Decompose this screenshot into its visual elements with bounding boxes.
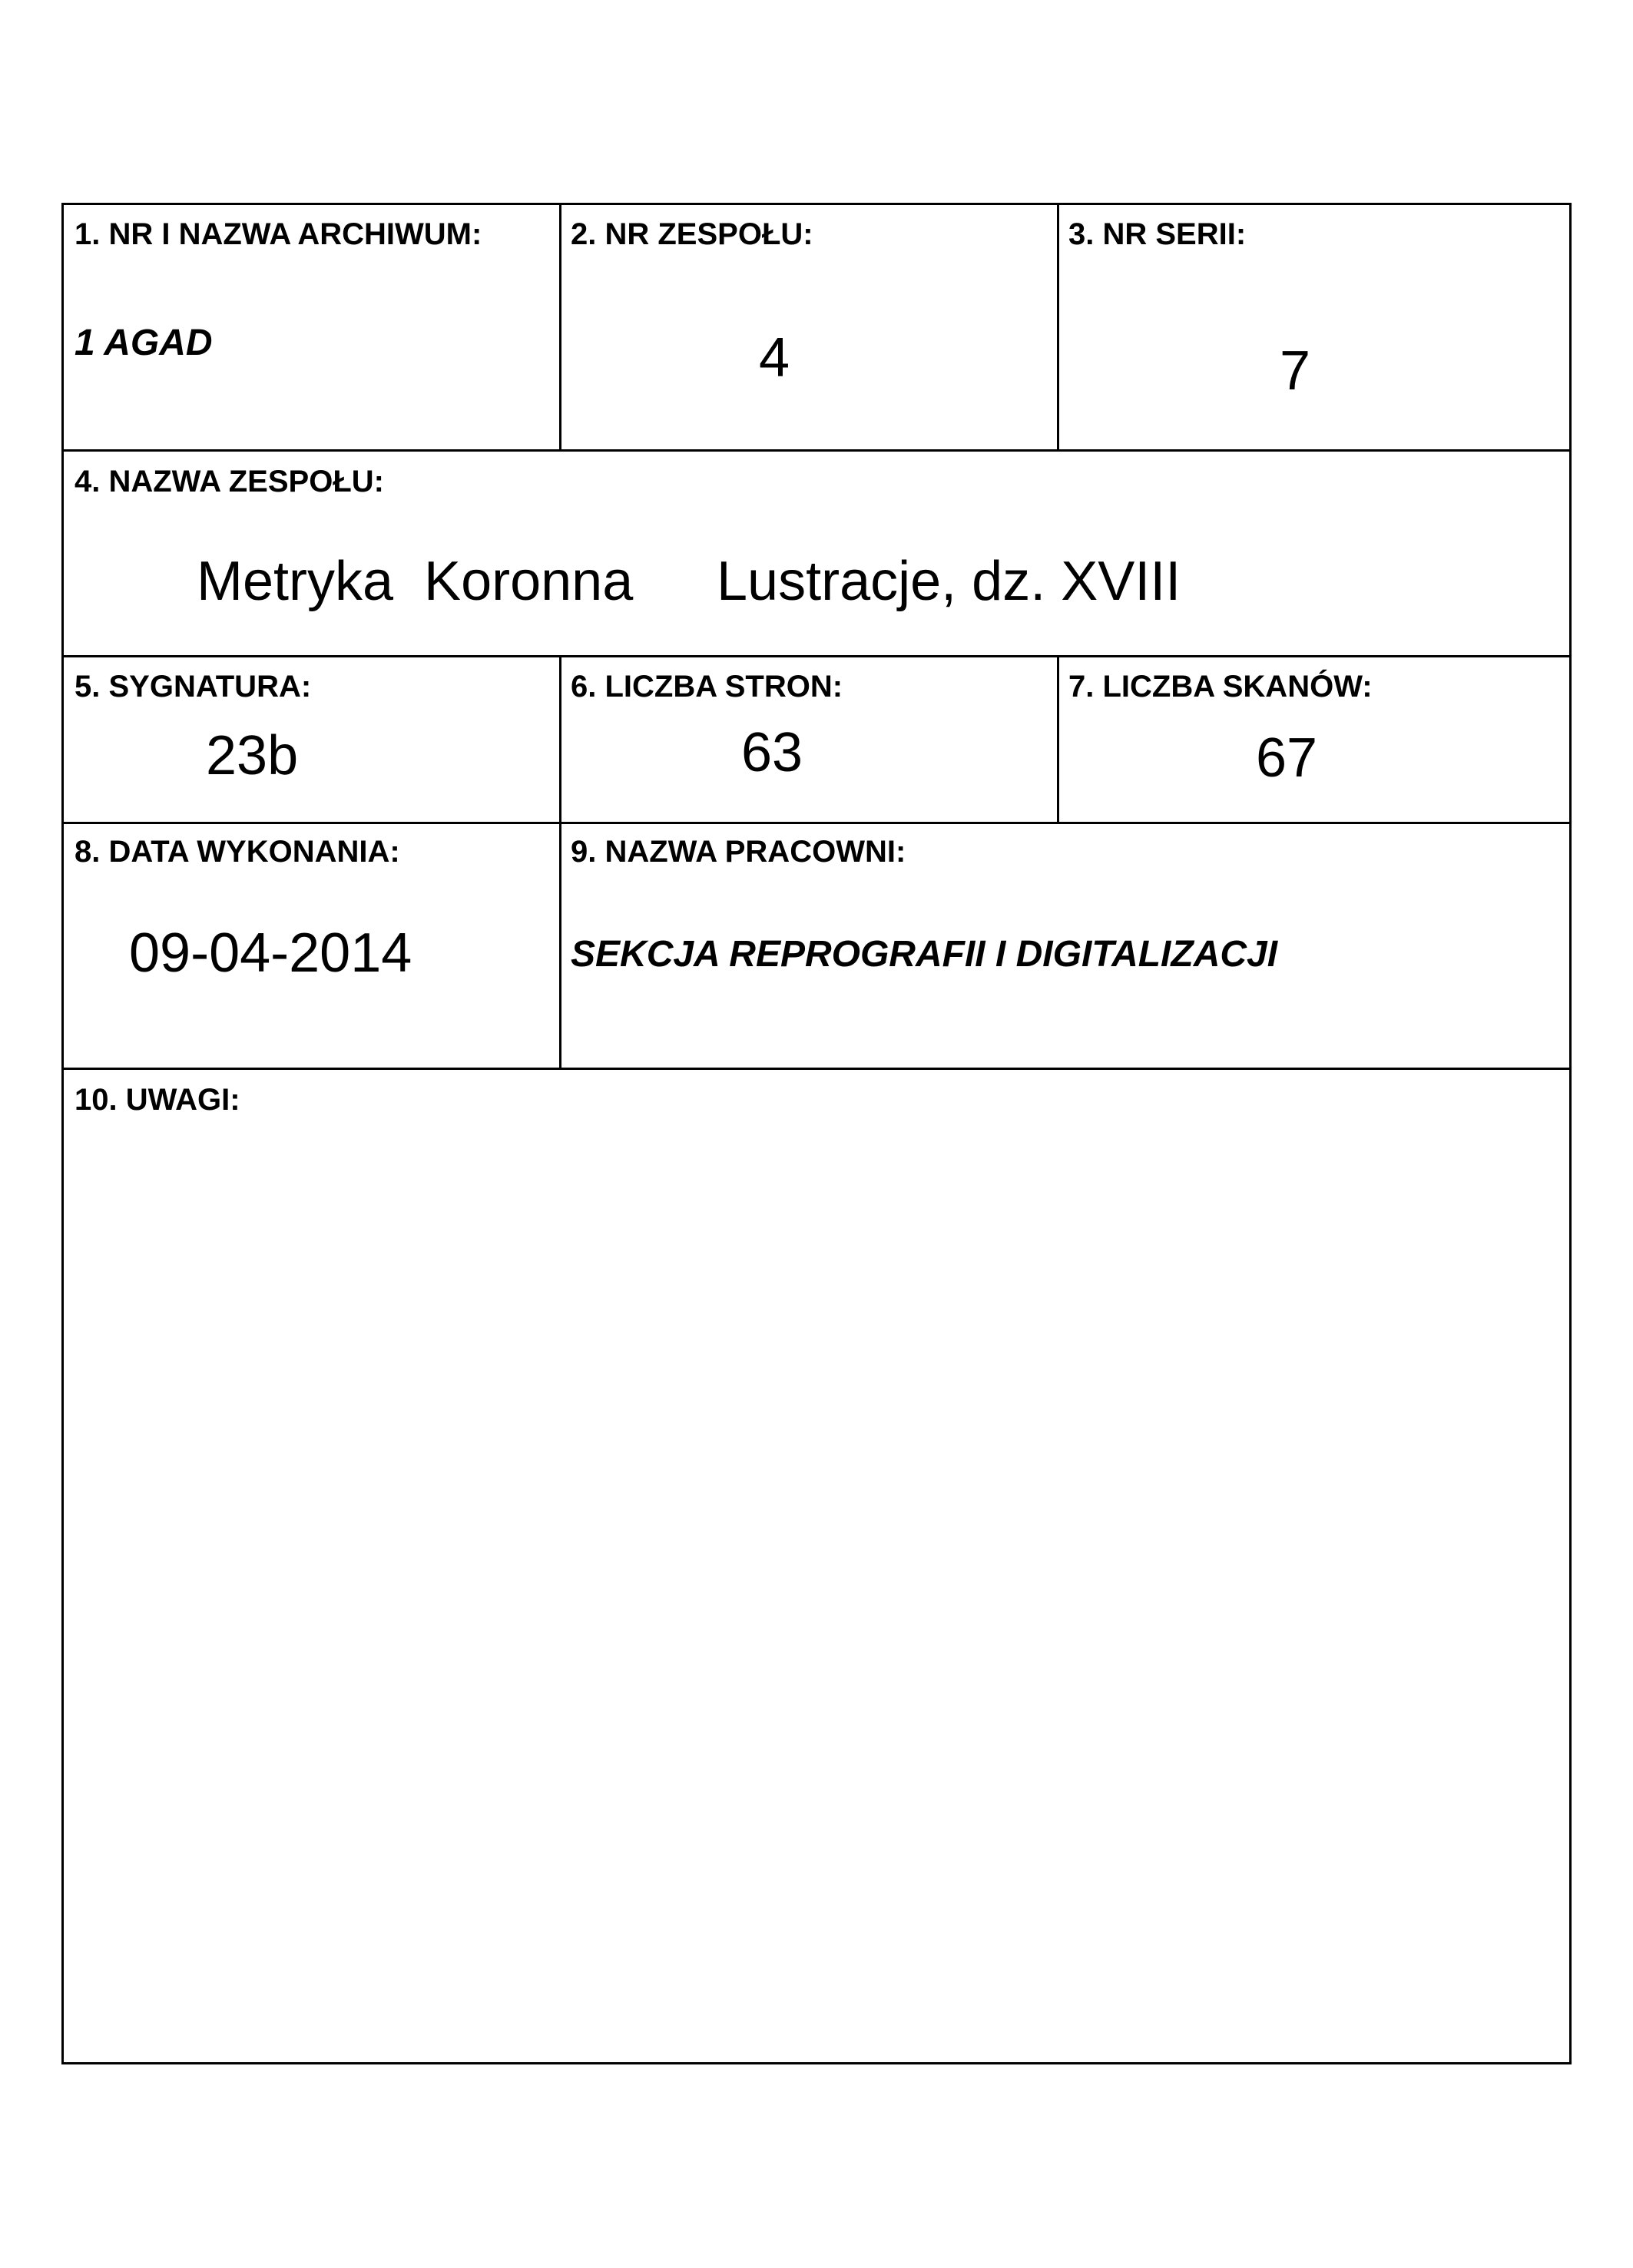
fonds-number-label: 2. NR ZESPOŁU: — [571, 217, 813, 251]
archive-label: 1. NR I NAZWA ARCHIWUM: — [75, 217, 482, 251]
remarks-label: 10. UWAGI: — [75, 1083, 240, 1117]
row-divider — [64, 655, 1569, 657]
row-divider — [64, 822, 1569, 824]
page-count-label: 6. LICZBA STRON: — [571, 670, 843, 704]
row-divider — [64, 1068, 1569, 1070]
workshop-value: SEKCJA REPROGRAFII I DIGITALIZACJI — [571, 934, 1278, 975]
series-number-value: 7 — [1280, 340, 1311, 402]
fonds-subname-value: Lustracje, dz. XVIII — [717, 551, 1181, 612]
date-label: 8. DATA WYKONANIA: — [75, 835, 400, 869]
fonds-number-value: 4 — [759, 327, 790, 389]
archive-metadata-form — [61, 203, 1572, 2064]
workshop-label: 9. NAZWA PRACOWNI: — [571, 835, 906, 869]
row-divider — [64, 449, 1569, 452]
fonds-name-value: Metryka Koronna — [197, 551, 634, 612]
column-divider — [559, 822, 561, 1068]
scan-count-value: 67 — [1256, 727, 1318, 789]
column-divider — [559, 655, 561, 822]
signature-value: 23b — [206, 725, 299, 786]
series-number-label: 3. NR SERII: — [1068, 217, 1247, 251]
fonds-name-label: 4. NAZWA ZESPOŁU: — [75, 465, 384, 498]
page-count-value: 63 — [741, 722, 803, 783]
scan-count-label: 7. LICZBA SKANÓW: — [1068, 670, 1373, 704]
archive-value: 1 AGAD — [75, 323, 213, 363]
column-divider — [1057, 655, 1059, 822]
column-divider — [1057, 205, 1059, 449]
date-value: 09-04-2014 — [129, 922, 412, 984]
signature-label: 5. SYGNATURA: — [75, 670, 312, 704]
column-divider — [559, 205, 561, 449]
